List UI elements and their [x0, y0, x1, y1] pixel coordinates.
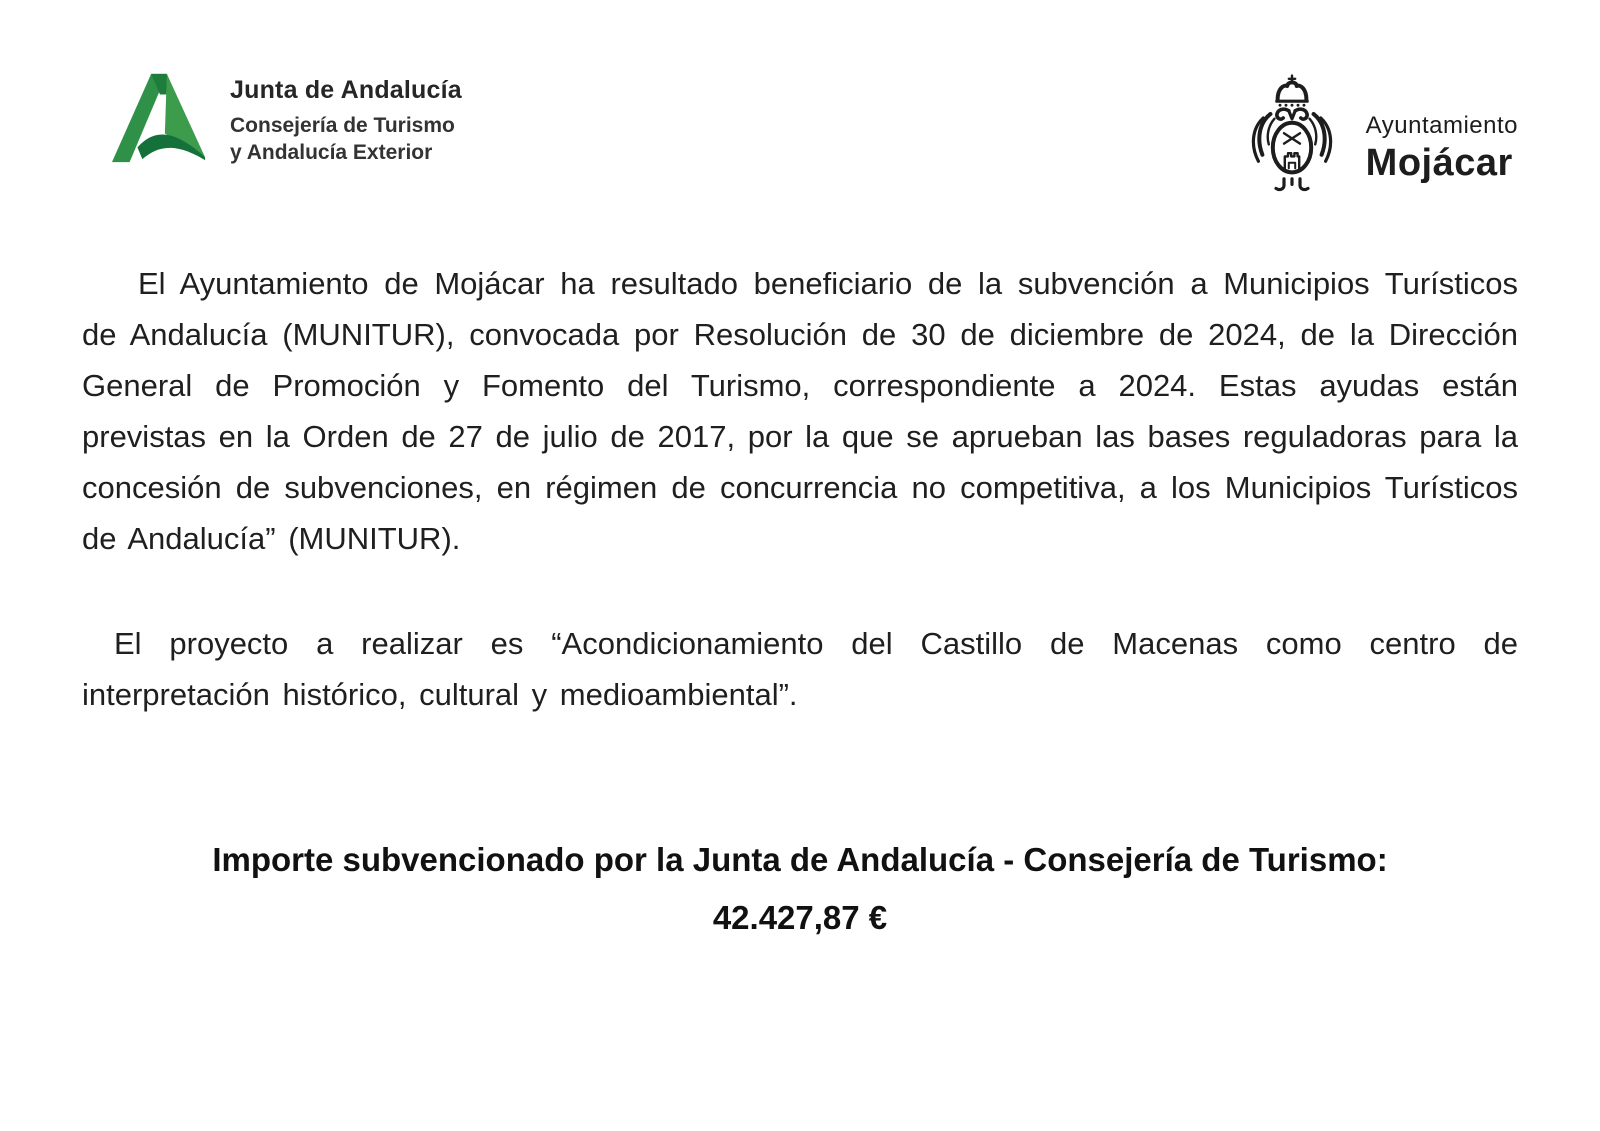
- junta-title: Junta de Andalucía: [230, 76, 462, 104]
- document-body: [82, 258, 1518, 940]
- header-logos: [82, 0, 1518, 200]
- mojacar-text-block: [1366, 84, 1518, 185]
- importe-amount: 42.427,87 €: [712, 899, 888, 936]
- junta-andalucia-logo: [110, 66, 462, 170]
- mojacar-institution: Ayuntamiento: [1365, 111, 1518, 139]
- junta-subtitle-2: y Andalucía Exterior: [230, 141, 433, 164]
- mojacar-municipality: Mojácar: [1365, 141, 1513, 184]
- paragraph-subvencion: El Ayuntamiento de Mojácar ha resultado beneficiario de la subvención a Municipios Turísticos de Andalucía (MUNITUR), convocada por Resolución de 30 de diciembre de 2024, de la Dirección General de Promoción y Fomento del Turismo, correspondiente a 2024. Estas ayudas están previstas en la Orden de 27 de julio de 2017, por la que se aprueban las bases reguladoras para la concesión de subvenciones, en régimen de concurrencia no competitiva, a los Municipios Turísticos de Andalucía” (MUNITUR).: [82, 266, 1518, 556]
- importe-label: Importe subvencionado por la Junta de Andalucía - Consejería de Turismo:: [212, 841, 1388, 878]
- junta-text-block: [230, 70, 462, 166]
- importe-section: [82, 838, 1518, 940]
- ayuntamiento-mojacar-logo: [1244, 68, 1518, 200]
- paragraph-proyecto: El proyecto a realizar es “Acondicionamiento del Castillo de Macenas como centro de interpretación histórico, cultural y medioambiental”.: [82, 626, 1518, 712]
- junta-andalucia-a-icon: [110, 66, 208, 170]
- junta-subtitle-1: Consejería de Turismo: [230, 114, 455, 137]
- mojacar-crest-icon: [1244, 68, 1340, 200]
